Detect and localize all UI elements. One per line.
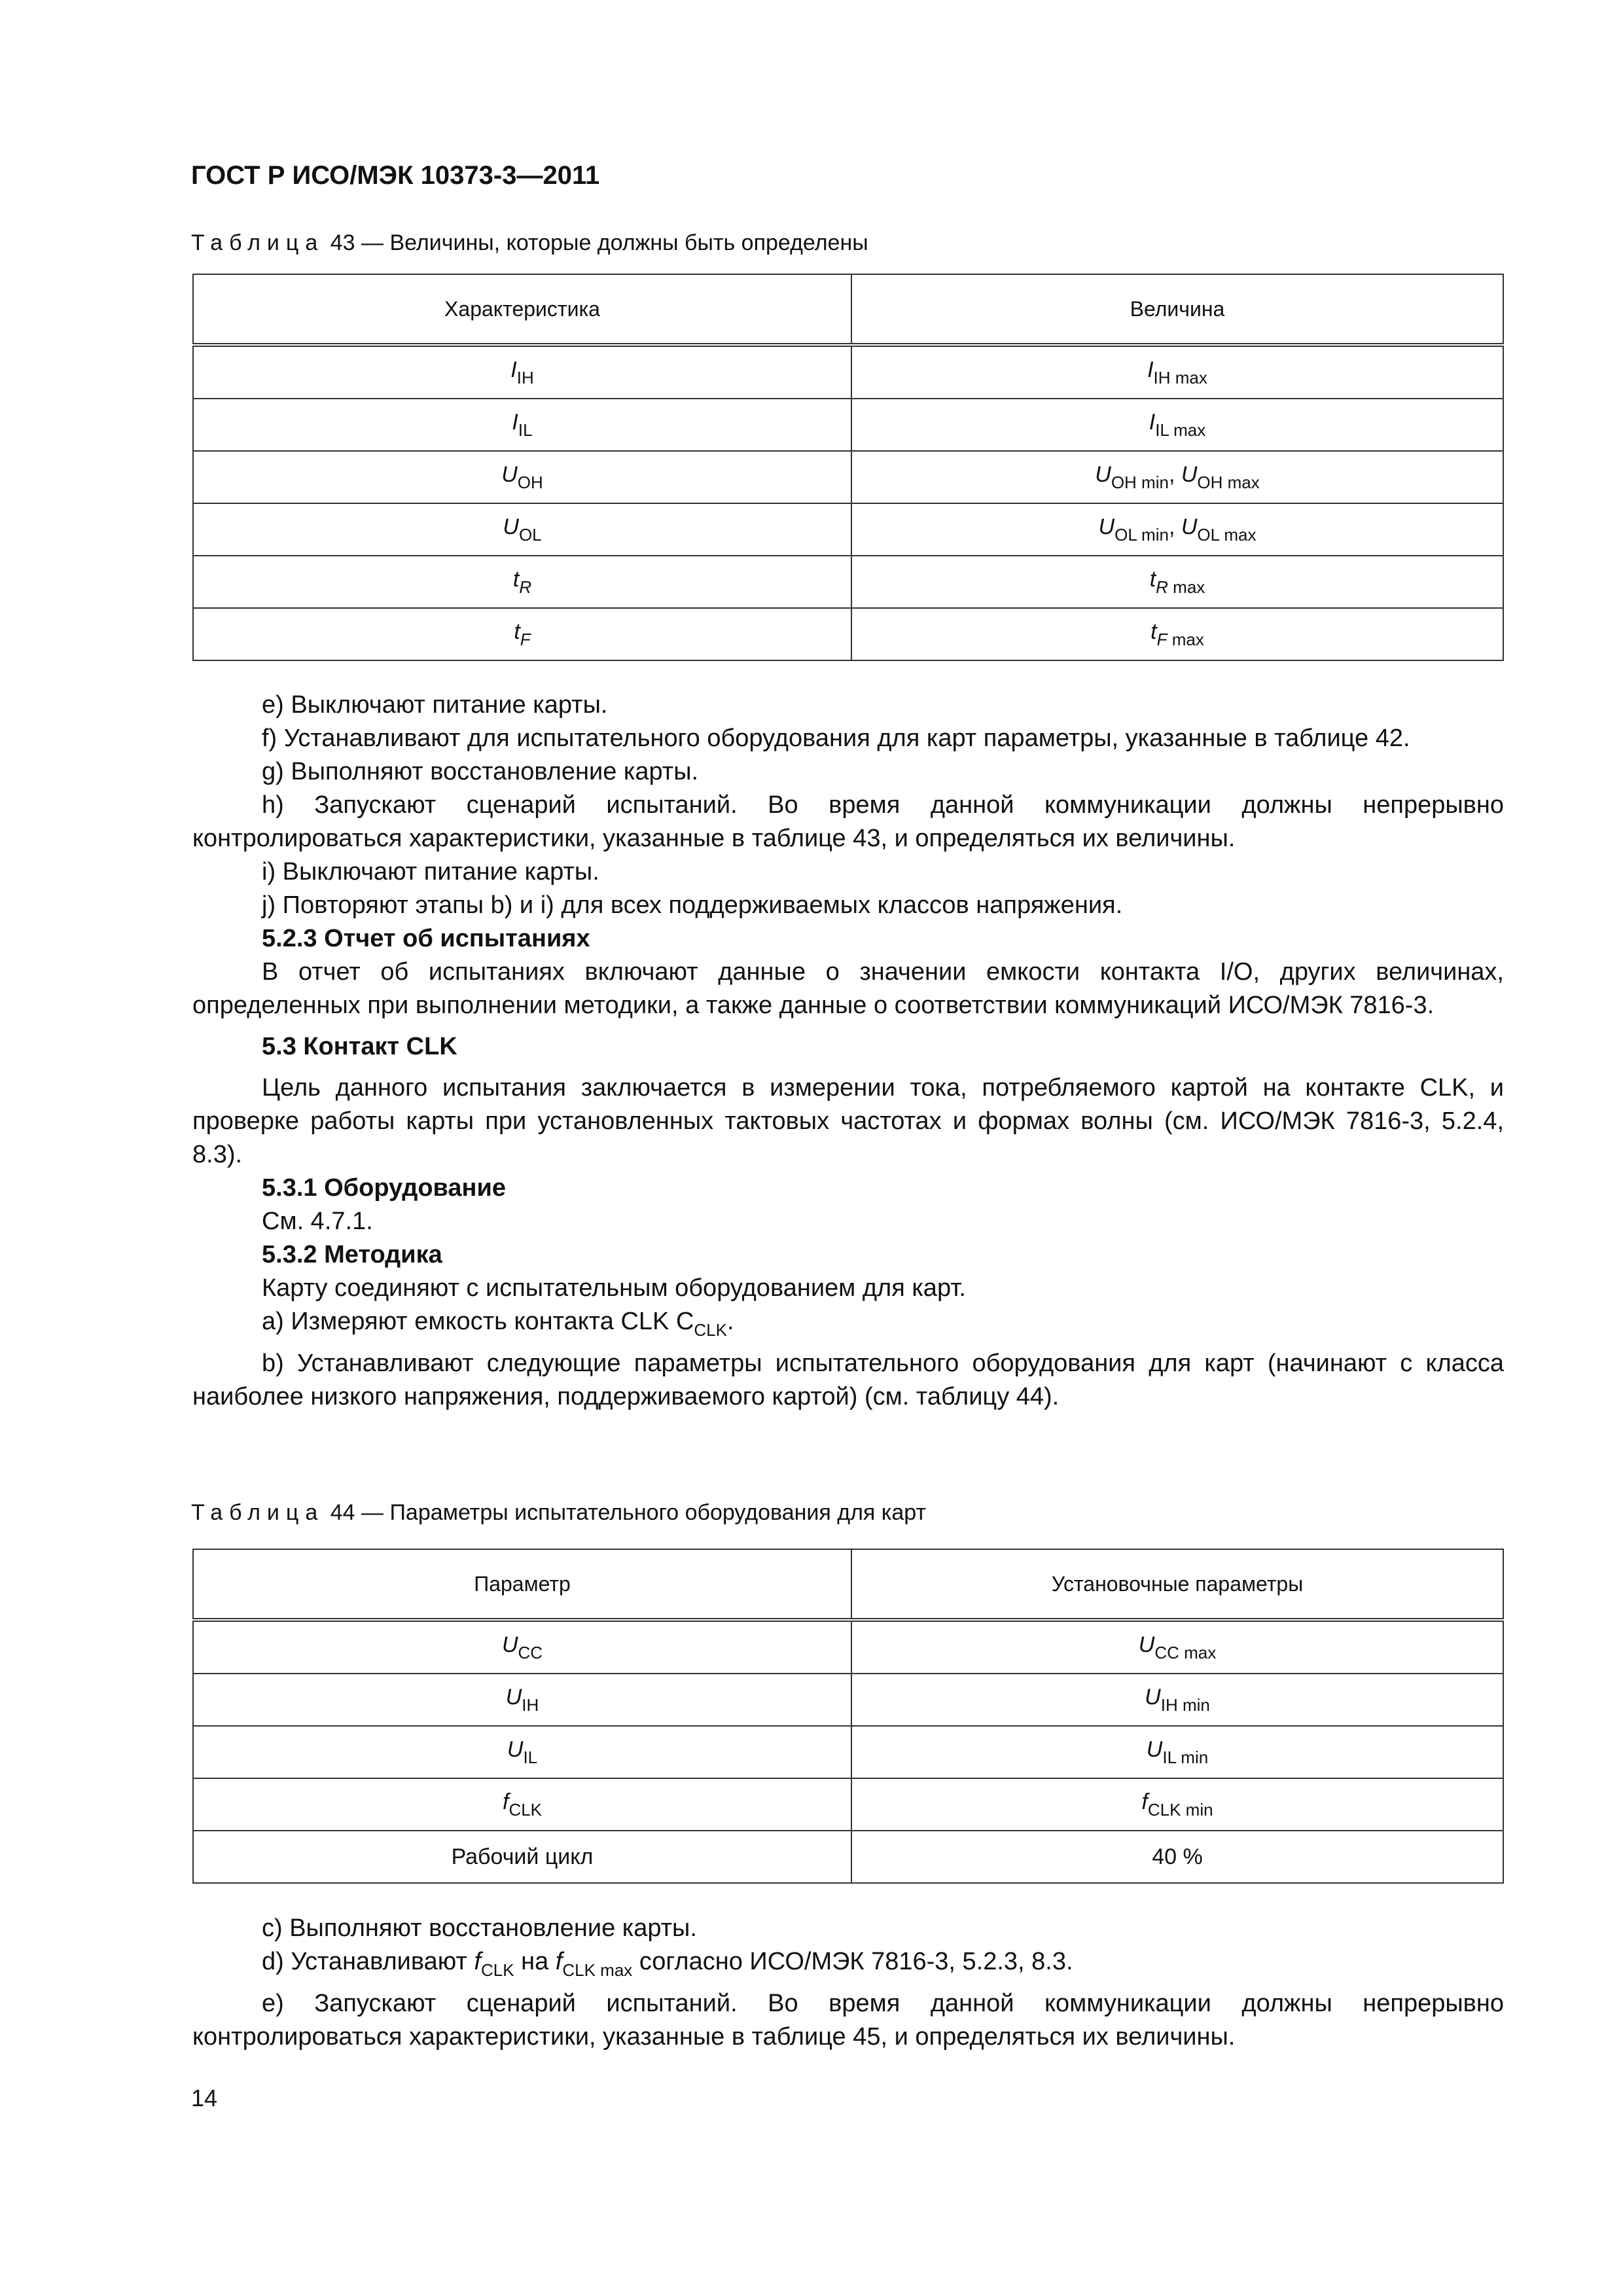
symbol: I — [510, 357, 517, 382]
symbol: f — [555, 1948, 563, 1975]
symbol: I — [1147, 357, 1154, 382]
symbol-subscript: OL min — [1115, 524, 1169, 545]
symbol-subscript: OL max — [1197, 524, 1257, 545]
table44 — [192, 1549, 1504, 1884]
step-d-end: согласно ИСО/МЭК 7816-3, 5.2.3, 8.3. — [632, 1948, 1073, 1975]
symbol-subscript: CC — [518, 1642, 543, 1662]
step-a-text: a) Измеряют емкость контакта CLK C — [262, 1308, 694, 1335]
step-e2: e) Запускают сценарий испытаний. Во время данной коммуникации должны непрерывно контролироваться характеристики, указанные в таблице 45, и определяться их величины. — [192, 1990, 1504, 2051]
symbol: U — [507, 1736, 524, 1762]
step-e: е) Выключают питание карты. — [262, 691, 608, 719]
section-5-3-1-heading: 5.3.1 Оборудование — [262, 1174, 506, 1202]
symbol: U — [1181, 514, 1198, 539]
step-i: i) Выключают питание карты. — [262, 858, 599, 886]
symbol-subscript: OH min — [1111, 472, 1169, 492]
table43-header-characteristic: Характеристика — [193, 274, 851, 345]
symbol: U — [505, 1684, 522, 1710]
step-a-end: . — [726, 1308, 734, 1335]
symbol: t — [512, 566, 520, 592]
section-5-3-2-text: Карту соединяют с испытательным оборудованием для карт. — [262, 1274, 966, 1302]
duty-cycle-label: Рабочий цикл — [193, 1831, 851, 1883]
subscript-letter: F — [1156, 629, 1168, 649]
table-row — [193, 608, 1503, 660]
symbol: U — [1098, 514, 1115, 539]
symbol: U — [1181, 461, 1198, 487]
section-5-3-2-heading: 5.3.2 Методика — [262, 1241, 442, 1268]
symbol-subscript — [1157, 630, 1204, 649]
symbol-subscript: IL min — [1162, 1747, 1209, 1767]
step-h: h) Запускают сценарий испытаний. Во время данной коммуникации должны непрерывно контролироваться характеристики, указанные в таблице 43, и определяться их величины. — [192, 791, 1504, 852]
symbol-subscript: CLK — [480, 1960, 514, 1980]
table-row — [193, 1778, 1503, 1831]
symbol: t — [514, 619, 520, 644]
step-g: g) Выполняют восстановление карты. — [262, 758, 699, 785]
table-row — [193, 556, 1503, 608]
symbol-subscript: IH max — [1153, 367, 1207, 387]
table43 — [192, 274, 1504, 661]
section-5-3-text: Цель данного испытания заключается в измерении тока, потребляемого картой на контакте CLK, и проверке работы карты при установленных тактовых частотах и формах волны (см. ИСО/МЭК 7816-3, 5.2.4, 8.3). — [192, 1074, 1504, 1168]
procedure-text-1 — [192, 689, 1504, 1414]
symbol: f — [474, 1948, 481, 1975]
subscript-letter: R — [1156, 577, 1168, 597]
step-f: f) Устанавливают для испытательного оборудования для карт параметры, указанные в таблице 42. — [262, 725, 1410, 752]
table43-caption — [191, 230, 868, 256]
symbol: I — [1149, 409, 1156, 435]
section-5-2-3-text: В отчет об испытаниях включают данные о значении емкости контакта I/O, других величинах, определенных при выполнении методики, а также данные о соответствии коммуникаций ИСО/МЭК 7816-3. — [192, 958, 1504, 1019]
symbol-subscript: IL — [518, 420, 533, 440]
symbol-subscript: IL max — [1155, 420, 1206, 440]
symbol: U — [503, 514, 519, 539]
table-row: $U_{OL}$ $U_{OL min}$, $U_{OL max}$ — [193, 503, 1503, 556]
section-5-3-heading: 5.3 Контакт CLK — [262, 1033, 457, 1060]
symbol: t — [1150, 619, 1157, 644]
table-row — [193, 1674, 1503, 1726]
symbol-subscript: IH min — [1160, 1695, 1210, 1715]
table44-header-settings: Установочные параметры — [851, 1549, 1503, 1620]
symbol: f — [502, 1789, 509, 1814]
table43-header-value: Величина — [851, 274, 1503, 345]
table43-caption-text: 43 — Величины, которые должны быть определены — [330, 230, 868, 255]
symbol-subscript: CC max — [1154, 1642, 1217, 1662]
symbol: t — [1149, 566, 1156, 592]
table44-header-parameter: Параметр — [193, 1549, 851, 1620]
page-number: 14 — [191, 2085, 218, 2111]
section-5-2-3-heading: 5.2.3 Отчет об испытаниях — [262, 925, 590, 952]
symbol-subscript: CLK — [508, 1799, 543, 1820]
step-d — [192, 1945, 1504, 1987]
symbol-subscript: OL — [518, 524, 542, 545]
table-row — [193, 345, 1503, 399]
symbol-subscript: OH — [517, 472, 543, 492]
subscript-tail: max — [1167, 629, 1204, 649]
table44-caption-label: Таблица — [191, 1500, 325, 1525]
symbol: U — [1145, 1684, 1161, 1710]
symbol-subscript: CLK min — [1147, 1799, 1213, 1820]
symbol: U — [1138, 1632, 1155, 1657]
step-j: j) Повторяют этапы b) и i) для всех поддерживаемых классов напряжения. — [262, 891, 1123, 919]
document-header: ГОСТ Р ИСО/МЭК 10373-3—2011 — [191, 161, 600, 190]
step-d-text: d) Устанавливают — [262, 1948, 474, 1975]
step-a-subscript: CLK — [694, 1320, 727, 1340]
symbol-subscript: IH — [522, 1695, 539, 1715]
symbol: U — [501, 461, 518, 487]
symbol-subscript: CLK max — [562, 1960, 633, 1980]
symbol-subscript: R — [519, 577, 532, 597]
section-5-3-1-text: См. 4.7.1. — [262, 1208, 373, 1235]
symbol: U — [1146, 1736, 1163, 1762]
step-a — [192, 1305, 1504, 1347]
table44-caption — [191, 1500, 926, 1526]
table-row — [193, 1726, 1503, 1778]
symbol-subscript: IL — [523, 1747, 538, 1767]
subscript-tail: max — [1168, 577, 1205, 597]
duty-cycle-value: 40 % — [851, 1831, 1503, 1883]
step-d-mid: на — [514, 1948, 556, 1975]
symbol: I — [512, 409, 518, 435]
symbol: U — [501, 1632, 518, 1657]
step-b: b) Устанавливают следующие параметры испытательного оборудования для карт (начинают с класса наиболее низкого напряжения, поддерживаемого картой) (см. таблицу 44). — [192, 1350, 1504, 1410]
symbol-subscript: OH max — [1197, 472, 1260, 492]
table-row — [193, 399, 1503, 451]
table44-caption-text: 44 — Параметры испытательного оборудования для карт — [330, 1500, 927, 1525]
table43-caption-label: Таблица — [191, 230, 325, 255]
symbol-subscript: F — [520, 629, 531, 649]
symbol-subscript — [1156, 577, 1205, 597]
symbol: U — [1095, 461, 1111, 487]
table-row: $U_{OH}$ $U_{OH min}$, $U_{OH max}$ — [193, 451, 1503, 503]
symbol: f — [1141, 1789, 1148, 1814]
procedure-text-2 — [192, 1912, 1504, 2054]
table-row — [193, 1620, 1503, 1674]
table-row — [193, 1831, 1503, 1883]
symbol-subscript: IH — [516, 367, 534, 387]
step-c: c) Выполняют восстановление карты. — [262, 1914, 697, 1942]
